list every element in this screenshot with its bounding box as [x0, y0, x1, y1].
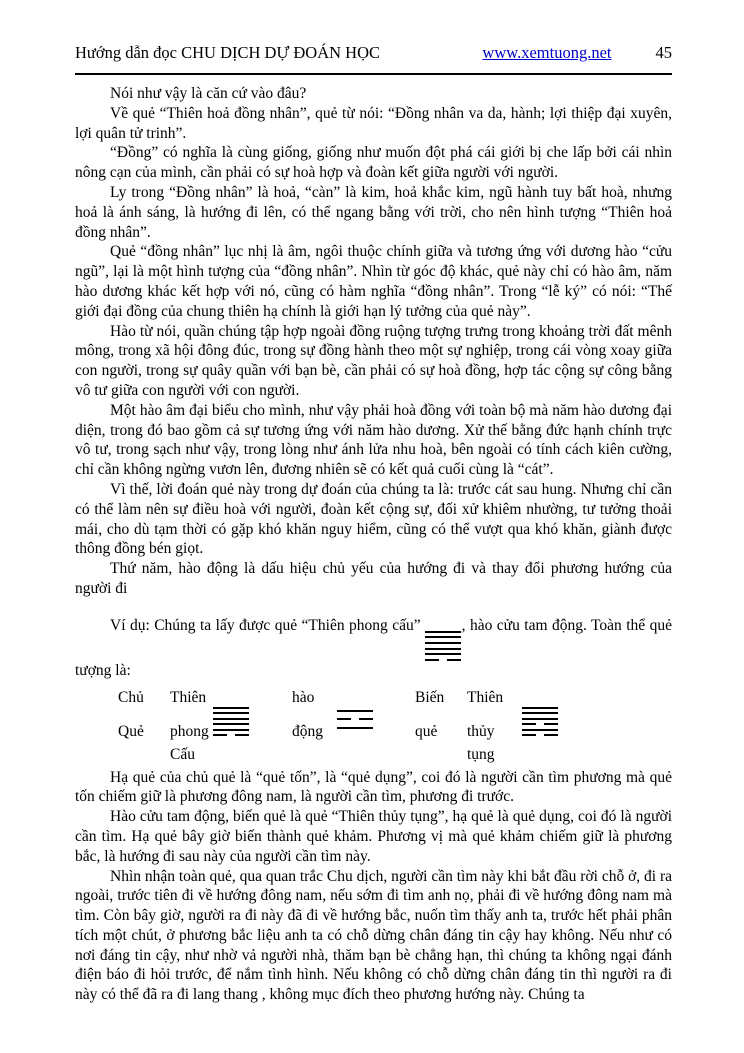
example-paragraph — [75, 616, 672, 681]
hexagram-thien-phong-cau-icon — [213, 707, 249, 737]
paragraph: Nói như vậy là căn cứ vào đâu? — [110, 85, 307, 102]
paragraph: Hào từ nói, quần chúng tập hợp ngoài đồng ruộng tượng trưng trong khoảng trời đất mênh mông, trong xã hội đông đúc, trong sự đồng hành theo một sự nghiệp, trong cái vòng xoay giữa con người, trong sự quây quần với bạn bè, cần phải có sự hoà đồng, hợp tác cộng sự công bằng vô tư giữa con người với con người. — [75, 322, 672, 399]
hexagram-thien-phong-cau-inline-icon — [425, 631, 461, 661]
page-number: 45 — [655, 43, 672, 62]
paragraph: Ly trong “Đồng nhân” là hoả, “càn” là kim, hoả khắc kim, ngũ hành tuy bất hoà, nhưng hoả là ánh sáng, là hướng đi lên, có thể ngang bằng với trời, cho nên hình tượng “Thiên hoả đồng nhân”. — [75, 183, 672, 241]
paragraph: Hào cửu tam động, biến quẻ là quẻ “Thiên thủy tụng”, hạ quẻ là quẻ dụng, coi đó là người cần tìm. Hạ quẻ bây giờ biến thành quẻ khảm. Phương vị mà quẻ khảm chiếm giữ là phương bắc, là hướng đi sau này của người cần tìm này. — [75, 808, 672, 865]
diagram-moving-label-line2: động — [292, 722, 323, 740]
hexagram-thien-thuy-tung-icon — [522, 707, 558, 737]
paragraph: Quẻ “đồng nhân” lục nhị là âm, ngôi thuộc chính giữa và tương ứng với dương hào “cửu ngũ”, lại là một hình tượng của “đồng nhân”. Nhìn từ góc độ khác, quẻ này chỉ có hào âm, năm hào dương khác kết hợp với nó, cũng có hàm nghĩa “đồng nhân”. Trong “lễ ký” có nói: “Thế giới đại đồng của chung thiên hạ chính là giới hạn lý tưởng của quẻ này”. — [75, 243, 672, 320]
paragraph: Nhìn nhận toàn quẻ, qua quan trắc Chu dịch, người cần tìm này khi bắt đầu rời chỗ ở, đi ra ngoài, trước tiên đi về hướng đông nam, nếu sớm đi tìm anh nọ, phải đi về hướng đông nam mà tìm. Còn bây giờ, người ra đi này đã đi về hướng bắc, nuốn tìm thấy anh ta, trước hết phải phân tích một chút, ở phương bắc liệu anh ta có chỗ dừng chân đáng tin cậy hay không. Nếu như có nơi đáng tin cậy, như nhờ vả người nhà, thăm bạn bè chẳng hạn, thì chúng ta không ngại đánh điện báo đi hỏi trước, để nắm tình hình. Nếu không có chỗ dừng chân đáng tin thì người ra đi này có thể đã ra đi lang thang , không mục đích theo phương hướng này. Chúng ta — [75, 867, 673, 1004]
diagram-changed-name-line2: thủy — [467, 722, 495, 740]
website-link[interactable]: www.xemtuong.net — [482, 43, 612, 62]
diagram-main-name-line2: phong — [170, 722, 209, 740]
diagram-changed-name-line1: Thiên — [467, 688, 504, 706]
example-text-after: , hào cửu tam động. Toàn thể quẻ tượng là: — [75, 616, 672, 679]
paragraph: “Đồng” có nghĩa là cùng giống, giống như muốn đột phá cái giới bị che lấp bởi cái nhìn nông cạn của mình, cần phải có sự hoà hợp và đoàn kết giữa người với người. — [75, 144, 672, 182]
paragraph: Về quẻ “Thiên hoả đồng nhân”, quẻ từ nói: “Đồng nhân va da, hành; lợi thiệp đại xuyên, lợi quân tử trinh”. — [75, 104, 672, 142]
diagram-changed-label-line1: Biến — [415, 688, 445, 706]
diagram-main-name-line3: Cấu — [170, 745, 195, 763]
hexagram-diagram — [75, 686, 672, 768]
header-divider — [75, 73, 672, 75]
paragraph: Hạ quẻ của chủ quẻ là “quẻ tốn”, là “quẻ dụng”, coi đó là người cần tìm phương mà quẻ tốn chiếm giữ là phương đông nam, là người cần tìm, phương đi trước. — [75, 768, 672, 806]
diagram-main-label-line2: Quẻ — [118, 722, 144, 740]
example-text-before: Ví dụ: Chúng ta lấy được quẻ “Thiên phong cấu” — [110, 616, 421, 634]
paragraph: Một hào âm đại biểu cho mình, như vậy phải hoà đồng với toàn bộ mà năm hào dương đại diện, trong đó bao gồm cả sự tương ứng với năm hào dương. Xử thế bằng đức hạnh chính trực vô tư, trong sạch như vậy, trong lòng như ánh lửa nhu hoà, bên ngoài có tính cách kiên cường, chỉ cần không ngừng vươn lên, đương nhiên sẽ có kết quả cuối cùng là “cát”. — [75, 401, 672, 479]
diagram-main-name-line1: Thiên — [170, 688, 207, 706]
paragraph: Thứ năm, hào động là dấu hiệu chủ yếu của hướng đi và thay đổi phương hướng của người đi — [75, 560, 672, 597]
diagram-main-label-line1: Chủ — [118, 688, 144, 706]
diagram-changed-name-line3: tụng — [467, 745, 495, 763]
moving-line-trigram-icon — [337, 710, 373, 729]
diagram-moving-label-line1: hào — [292, 688, 315, 706]
diagram-changed-label-line2: quẻ — [415, 722, 438, 740]
page-header — [75, 44, 672, 62]
body-text — [75, 84, 672, 1005]
paragraph: Vì thế, lời đoán quẻ này trong dự đoán của chúng ta là: trước cát sau hung. Nhưng chỉ cần có thể làm nên sự điều hoà với người, đoàn kết cộng sự, đối xử khiêm nhường, tư tưởng thoải mái, cho dù tạm thời có gặp khó khăn nguy hiểm, cũng có thể vượt qua khó khăn, giành được thông đồng bén giọt. — [75, 480, 672, 558]
header-title: Hướng dẫn đọc CHU DỊCH DỰ ĐOÁN HỌC — [75, 43, 380, 62]
